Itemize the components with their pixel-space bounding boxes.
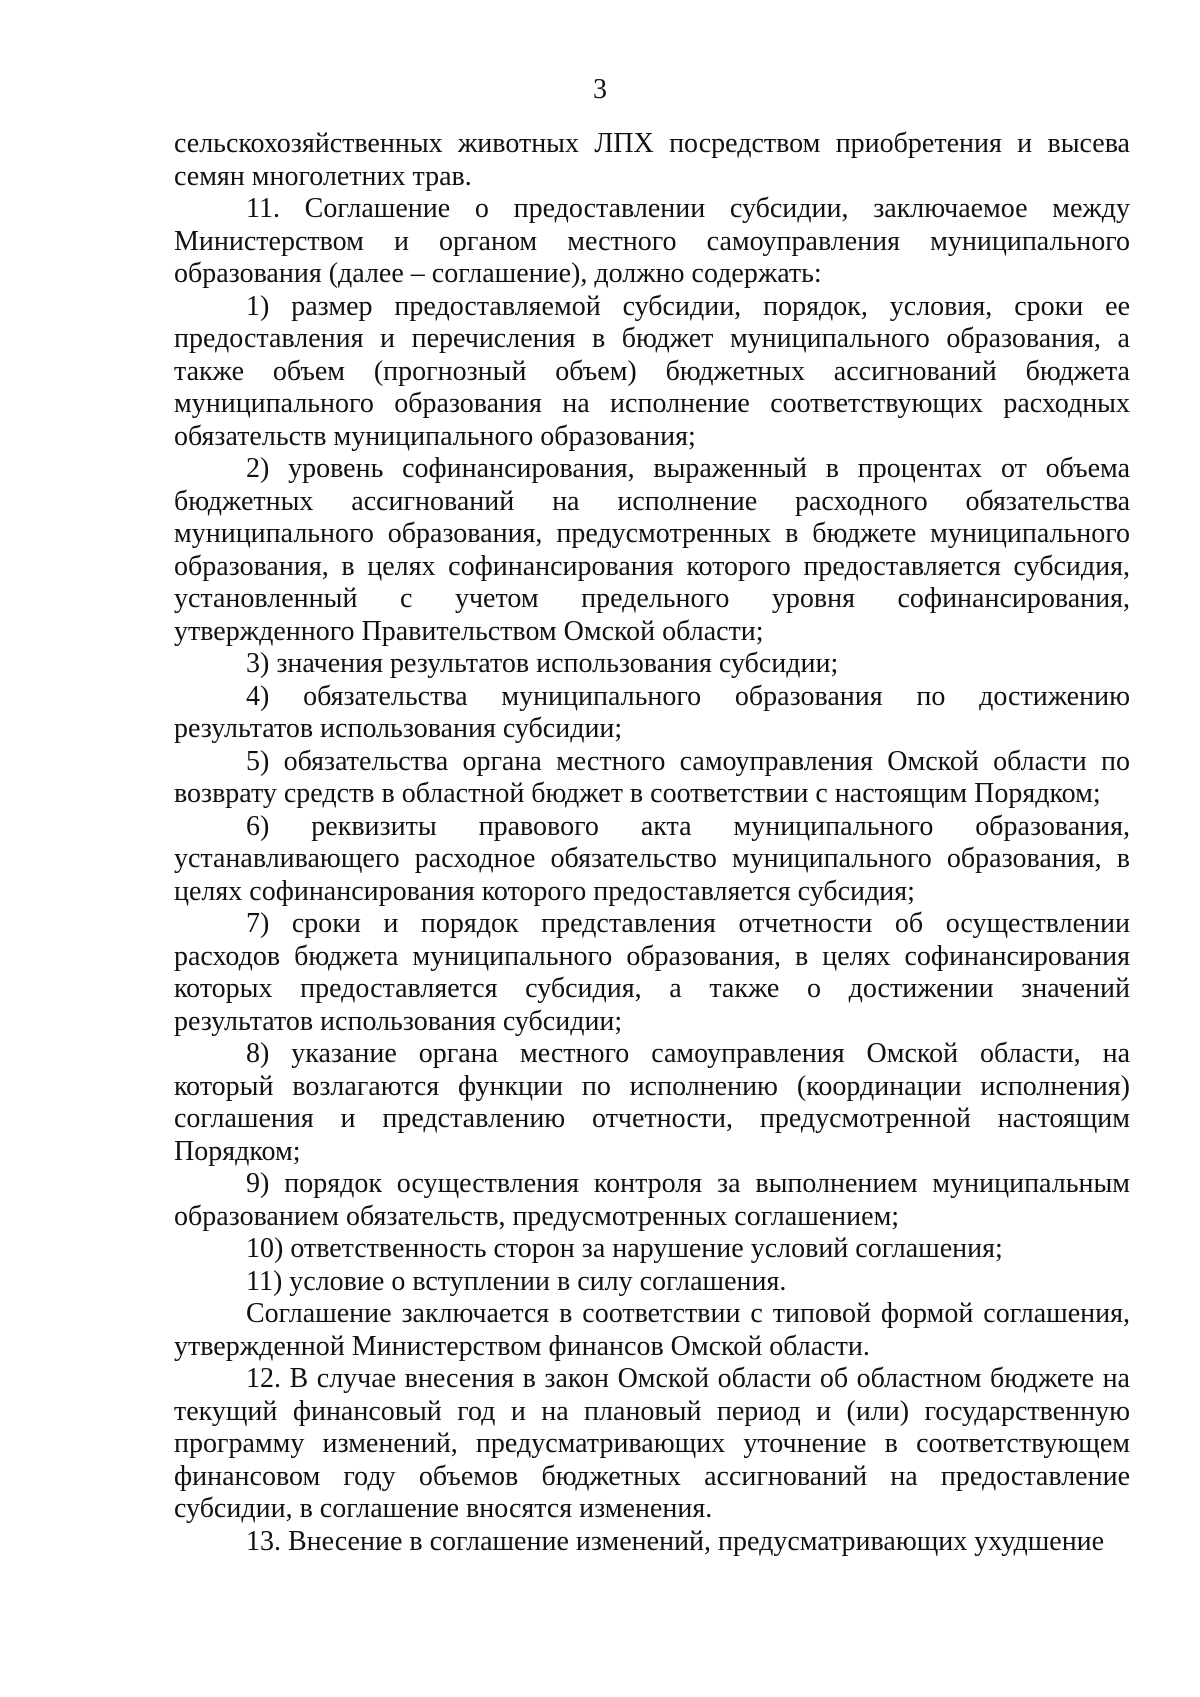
paragraph: 7) сроки и порядок представления отчетности об осуществлении расходов бюджета муниципального образования, в целях софинансирования которых предоставляется субсидия, а также о достижении значений результатов использования субсидии; [174,908,1130,1037]
paragraph: 13. Внесение в соглашение изменений, предусматривающих ухудшение [246,1525,1105,1557]
document-body [174,128,1130,1558]
paragraph: 3) значения результатов использования субсидии; [246,648,839,679]
paragraph: 11. Соглашение о предоставлении субсидии, заключаемое между Министерством и органом местного самоуправления муниципального образования (далее – соглашение), должно содержать: [174,193,1130,289]
paragraph: 4) обязательства муниципального образования по достижению результатов использования субсидии; [174,680,1130,744]
paragraph: 9) порядок осуществления контроля за выполнением муниципальным образованием обязательств, предусмотренных соглашением; [174,1168,1130,1232]
paragraph: 6) реквизиты правового акта муниципального образования, устанавливающего расходное обязательство муниципального образования, в целях софинансирования которого предоставляется субсидия; [174,810,1130,907]
paragraph: 2) уровень софинансирования, выраженный в процентах от объема бюджетных ассигнований на исполнение расходного обязательства муниципального образования, предусмотренных в бюджете муниципального образования, в целях софинансирования которого предоставляется субсидия, установленный с учетом предельного уровня софинансирования, утвержденного Правительством Омской области; [174,453,1130,647]
paragraph: сельскохозяйственных животных ЛПХ посредством приобретения и высева семян многолетних трав. [174,128,1130,192]
paragraph: 8) указание органа местного самоуправления Омской области, на который возлагаются функции по исполнению (координации исполнения) соглашения и представлению отчетности, предусмотренной настоящим Порядком; [174,1038,1130,1167]
paragraph: Соглашение заключается в соответствии с типовой формой соглашения, утвержденной Министерством финансов Омской области. [174,1298,1130,1362]
paragraph: 1) размер предоставляемой субсидии, порядок, условия, сроки ее предоставления и перечисления в бюджет муниципального образования, а также объем (прогнозный объем) бюджетных ассигнований бюджета муниципального образования на исполнение соответствующих расходных обязательств муниципального образования; [174,290,1130,452]
paragraph: 10) ответственность сторон за нарушение условий соглашения; [246,1233,1003,1264]
page-number: 3 [593,74,607,105]
paragraph: 5) обязательства органа местного самоуправления Омской области по возврату средств в областной бюджет в соответствии с настоящим Порядком; [174,745,1130,809]
paragraph: 11) условие о вступлении в силу соглашения. [246,1265,787,1297]
paragraph: 12. В случае внесения в закон Омской области об областном бюджете на текущий финансовый год и на плановый период и (или) государственную программу изменений, предусматривающих уточнение в соответствующем финансовом году объемов бюджетных ассигнований на предоставление субсидии, в соглашение вносятся изменения. [174,1363,1130,1524]
